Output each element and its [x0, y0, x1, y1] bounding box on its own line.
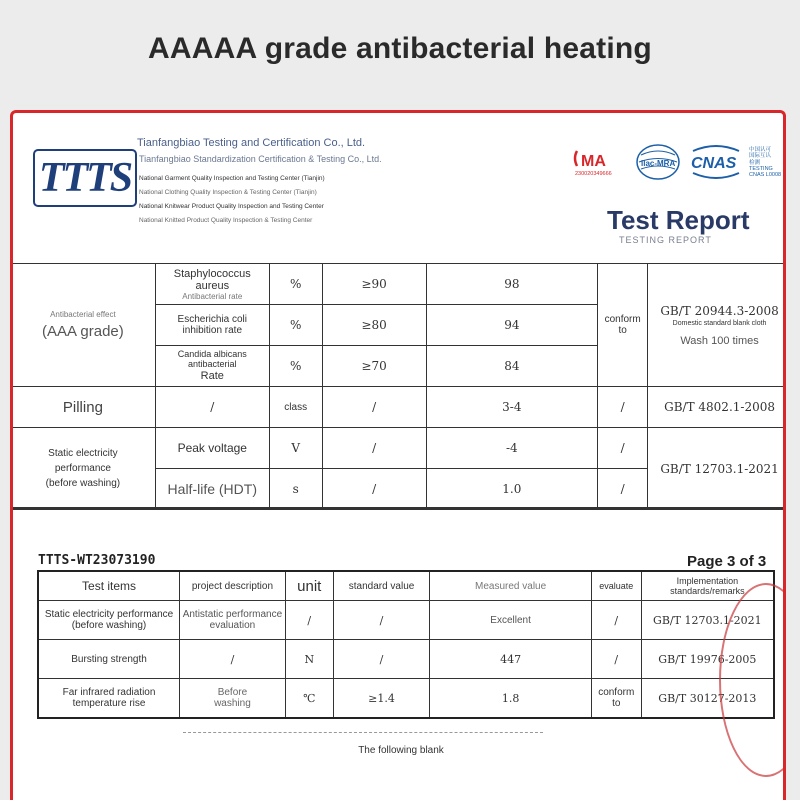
standard-cell: / — [333, 601, 430, 640]
standard-reference: GB/T 4802.1-2008 — [648, 387, 786, 428]
page-indicator: Page 3 of 3 — [687, 553, 767, 570]
center-line-4: National Knitted Product Quality Inspection & Testing Center — [139, 217, 313, 224]
standard-cell: ≥90 — [322, 264, 426, 305]
unit-cell: class — [269, 387, 322, 428]
following-blank-note: The following blank — [358, 745, 444, 756]
test-item: Escherichia coli inhibition rate — [155, 305, 269, 346]
standard-cell: / — [322, 428, 426, 469]
svg-text:ilac-MRA: ilac-MRA — [641, 159, 676, 168]
evaluate-cell: / — [598, 387, 648, 428]
measured-cell: 1.8 — [430, 679, 591, 719]
header-unit: unit — [285, 571, 333, 601]
table-row — [38, 640, 774, 679]
svg-text:MA: MA — [581, 153, 606, 170]
antibacterial-effect-label: Antibacterial effect (AAA grade) — [11, 264, 156, 387]
table-header-row — [38, 571, 774, 601]
svg-text:CNAS: CNAS — [691, 155, 737, 172]
table-row — [38, 601, 774, 640]
test-item: Bursting strength — [38, 640, 180, 679]
measured-cell: 98 — [426, 264, 598, 305]
standard-reference: GB/T 19976-2005 — [641, 640, 774, 679]
unit-cell: % — [269, 346, 322, 387]
report-subtitle: TESTING REPORT — [619, 235, 712, 245]
standard-reference: GB/T 12703.1-2021 — [648, 428, 786, 510]
header-measured-value: Measured value — [430, 571, 591, 601]
evaluate-cell: / — [591, 640, 641, 679]
test-item: Candida albicans antibacterial Rate — [155, 346, 269, 387]
report-title: Test Report — [607, 205, 750, 235]
measured-cell: 84 — [426, 346, 598, 387]
measured-cell: 3-4 — [426, 387, 598, 428]
table-row — [11, 387, 787, 428]
cnas-side-text: 中国认可 国际互认 检测 TESTING CNAS L0008 — [749, 147, 782, 179]
other-results-table — [37, 570, 775, 719]
standard-reference: GB/T 12703.1-2021 — [641, 601, 774, 640]
description-cell: / — [155, 387, 269, 428]
cnas-mark — [687, 143, 745, 181]
table-row — [11, 264, 787, 305]
standard-cell: / — [322, 469, 426, 510]
description-cell: / — [180, 640, 286, 679]
standard-cell: ≥1.4 — [333, 679, 430, 719]
divider — [183, 732, 543, 733]
measured-cell: Excellent — [430, 601, 591, 640]
unit-cell: % — [269, 305, 322, 346]
divider — [10, 507, 786, 509]
description-cell: Before washing — [180, 679, 286, 719]
org-name: Tianfangbiao Testing and Certification Co., Ltd. — [137, 137, 366, 149]
header-test-items: Test items — [38, 571, 180, 601]
report-number: TTTS-WT23073190 — [38, 553, 156, 568]
evaluate-cell: conform to — [591, 679, 641, 719]
evaluate-cell: / — [598, 469, 648, 510]
unit-cell: V — [269, 428, 322, 469]
test-item: Staphylococcus aureus Antibacterial rate — [155, 264, 269, 305]
test-report-document — [10, 110, 786, 800]
evaluate-cell: / — [591, 601, 641, 640]
measured-cell: 94 — [426, 305, 598, 346]
table-row — [11, 428, 787, 469]
banner-title: AAAAA grade antibacterial heating — [148, 32, 652, 65]
ttts-logo: TTTS — [33, 149, 137, 207]
center-line-1: National Garment Quality Inspection and Testing Center (Tianjin) — [139, 175, 325, 182]
description-cell: Antistatic performance evaluation — [180, 601, 286, 640]
table-row — [38, 679, 774, 719]
pilling-label: Pilling — [11, 387, 156, 428]
static-electricity-label: Static electricity performance (before washing) — [11, 428, 156, 510]
standard-cell: ≥80 — [322, 305, 426, 346]
evaluate-cell: / — [598, 428, 648, 469]
description-cell: Peak voltage — [155, 428, 269, 469]
antibacterial-results-table — [10, 263, 786, 510]
measured-cell: -4 — [426, 428, 598, 469]
measured-cell: 1.0 — [426, 469, 598, 510]
test-item: Static electricity performance (before washing) — [38, 601, 180, 640]
measured-cell: 447 — [430, 640, 591, 679]
center-line-3: National Knitwear Product Quality Inspection and Testing Center — [139, 203, 324, 210]
standard-cell: / — [322, 387, 426, 428]
unit-cell: N — [285, 640, 333, 679]
standard-reference: GB/T 20944.3-2008 Domestic standard blank cloth Wash 100 times — [648, 264, 786, 387]
org-name-secondary: Tianfangbiao Standardization Certification & Testing Co., Ltd. — [139, 154, 382, 164]
standard-cell: ≥70 — [322, 346, 426, 387]
header-remarks: Implementation standards/remarks — [641, 571, 774, 601]
svg-text:230020349666: 230020349666 — [575, 171, 612, 177]
ilac-mra-mark — [635, 143, 681, 181]
cma-certification-mark — [573, 147, 625, 177]
center-line-2: National Clothing Quality Inspection & Testing Center (Tianjin) — [139, 189, 317, 196]
evaluate-cell: conform to — [598, 264, 648, 387]
standard-cell: / — [333, 640, 430, 679]
unit-cell: % — [269, 264, 322, 305]
header-project-description: project description — [180, 571, 286, 601]
unit-cell: / — [285, 601, 333, 640]
header-evaluate: evaluate — [591, 571, 641, 601]
unit-cell: ℃ — [285, 679, 333, 719]
unit-cell: s — [269, 469, 322, 510]
test-item: Far infrared radiation temperature rise — [38, 679, 180, 719]
standard-reference: GB/T 30127-2013 — [641, 679, 774, 719]
description-cell: Half-life (HDT) — [155, 469, 269, 510]
header-standard-value: standard value — [333, 571, 430, 601]
